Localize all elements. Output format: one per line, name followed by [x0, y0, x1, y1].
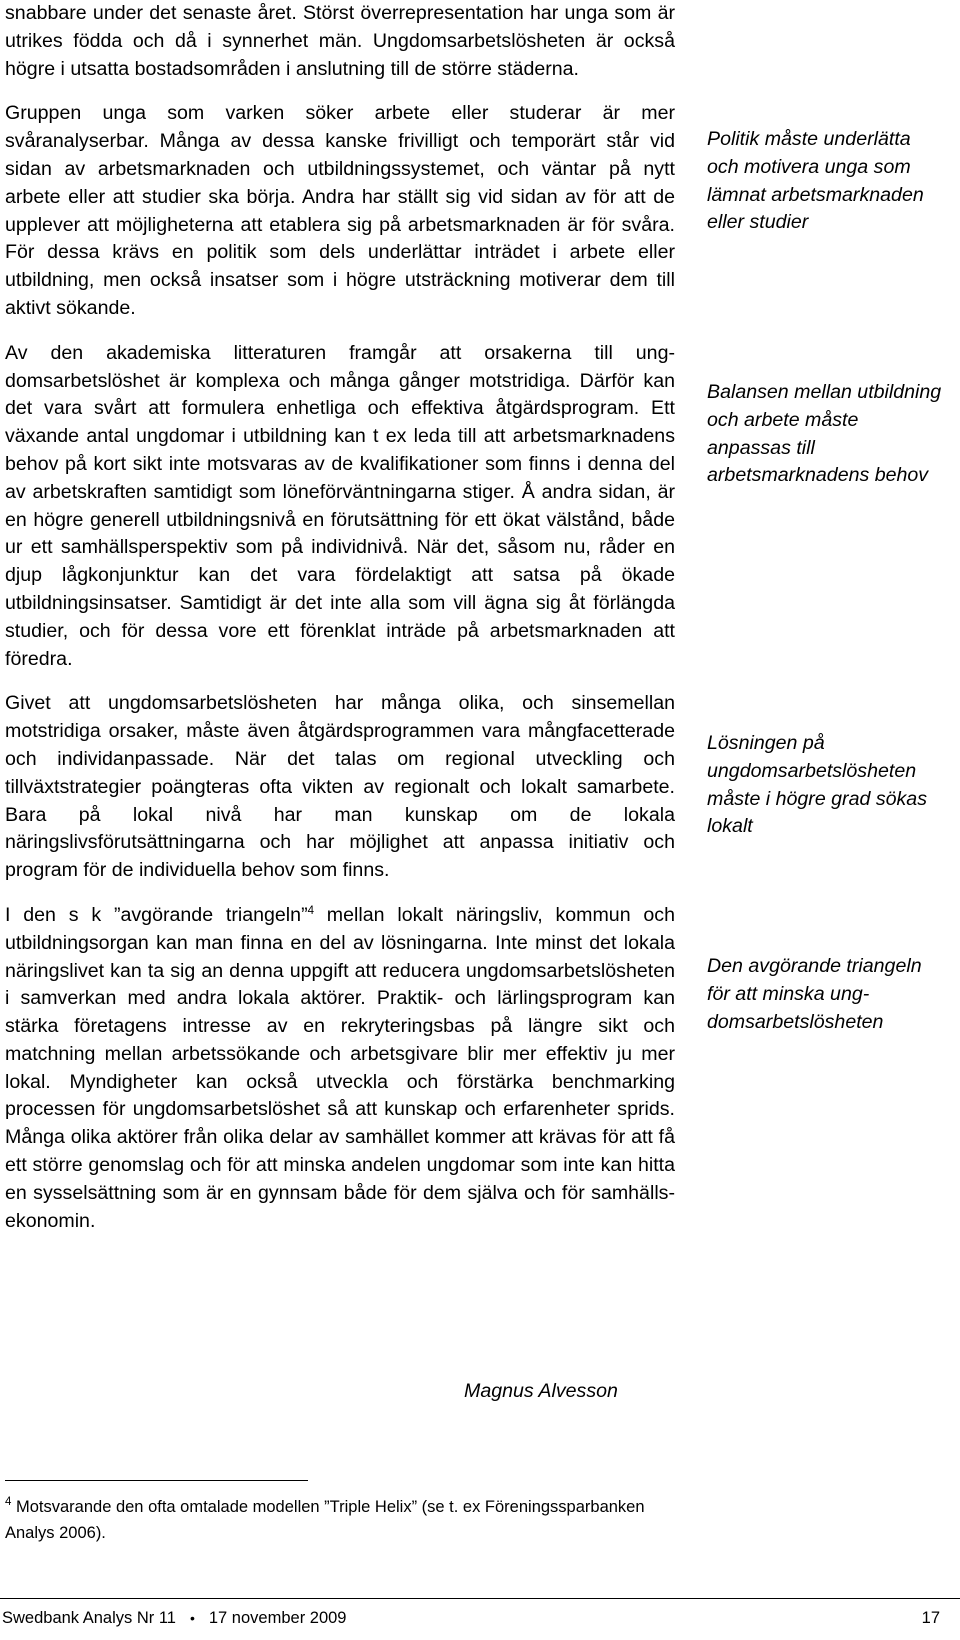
page-footer	[0, 1598, 960, 1640]
article-body	[5, 0, 675, 1252]
paragraph-local-cooperation: Givet att ungdomsarbetslösheten har många olika, och sinsemellan motstridiga orsaker, måste även åtgärdsprogrammen vara mångfacetterade och individanpassade. När det talas om regional utveckling och tillväxtstrategier poängteras ofta vikten av regionalt och lokalt samarbete. Bara på lokal nivå har man kunskap om de lokala näringslivsförutsättningarna och har möjlighet att anpassa initiativ och program för de individuella behov som finns.	[5, 692, 675, 882]
footer-info	[2, 1608, 346, 1628]
footnote	[5, 1494, 675, 1546]
paragraph-text-start: I den s k ”avgörande triangeln”	[5, 903, 308, 926]
sidenote-triangle: Den avgörande triangeln för att minska ungdomsarbetslösheten	[707, 955, 922, 1033]
sidenote-local-solution: Lösningen på ungdomsarbetslösheten måste i högre grad sökas lokalt	[707, 732, 927, 838]
footnote-divider	[5, 1480, 308, 1481]
author-name: Magnus Alvesson	[464, 1380, 618, 1402]
sidenote-politics: Politik måste underlätta och motivera unga som lämnat arbetsmarknaden eller studier	[707, 128, 924, 234]
bullet-icon: •	[189, 1610, 195, 1626]
page-number: 17	[921, 1609, 940, 1627]
paragraph-text-rest: mellan lokalt näringsliv, kommun och utbildningsorgan kan man finna en del av lösningarna. Inte minst det lokala näringslivet kan ta sig an denna uppgift att reducera ungdomsarbetslösheten i samverkan med andra lokala aktörer. Praktik- och lärlingsprogram kan stärka företagens intresse av en rekryteringsbas på längre sikt och matchning mellan arbetssökande och arbetsgivare blir mer effektiv ju mer lokal. Myndigheter kan också utveckla och förstärka benchmarking processen för ungdomsarbetslöshet så att kunskap och erfarenheter sprids. Många olika aktörer från olika delar av samhället kommer att krävas för att få ett större genomslag och för att minska andelen ungdomar som inte kan hitta en sysselsättning som är en gynnsam både för dem själva och för samhällsekonomin.	[5, 903, 675, 1232]
footer-publication: Swedbank Analys Nr 11	[2, 1609, 176, 1627]
sidenote-balance: Balansen mellan utbildning och arbete måste anpassas till arbetsmarknadens behov	[707, 381, 942, 487]
paragraph-intro: snabbare under det senaste året. Störst överrepresentation har unga som är utrikes födda och då i synnerhet män. Ungdomsarbetslösheten är också högre i utsatta bostadsområden i anslutning till de större städerna.	[5, 2, 675, 80]
footnote-number: 4	[5, 1496, 12, 1508]
paragraph-academic-literature: Av den akademiska litteraturen framgår att orsakerna till ungdomsarbetslöshet är komplexa och många gånger motstridiga. Därför kan det vara svårt att formulera enhetliga och effektiva åtgärdsprogram. Ett växande antal ungdomar i utbildning kan t ex leda till att arbetsmarknadens behov på kort sikt inte motsvaras av de kvalifikationer som finns i denna del av arbetskraften samtidigt som löneförväntningarna stiger. Å andra sidan, är en högre generell utbildningsnivå en förutsättning för ett ökat välstånd, både ur ett samhällsperspektiv som på individnivå. När det, såsom nu, råder en djup lågkonjunktur kan det vara fördelaktigt att satsa på ökade utbildningsinsatser. Samtidigt är det inte alla som vill ägna sig åt förlängda studier, och för dessa vore ett förenklat inträde på arbetsmarknaden att föredra.	[5, 341, 675, 670]
footnote-reference[interactable]: 4	[307, 904, 314, 917]
footer-date: 17 november 2009	[208, 1609, 347, 1627]
footer-divider	[0, 1598, 960, 1599]
paragraph-inactive-youth: Gruppen unga som varken söker arbete eller studerar är mer svåranalyserbar. Många av dessa kanske frivilligt och temporärt står vid sidan av arbetsmarknaden och utbildningssystemet, och väntar på nytt arbete eller att studier ska börja. Andra har ställt sig vid sidan av för att de upplever att möjligheterna att etablera sig på arbetsmarknaden är för svåra. För dessa krävs en politik som dels underlättar inträdet i arbete eller utbildning, men också insatser som i högre utsträckning motiverar dem till aktivt sökande.	[5, 102, 675, 319]
paragraph-decisive-triangle	[5, 902, 675, 1236]
footnote-text: Motsvarande den ofta omtalade modellen ”Triple Helix” (se t. ex Föreningssparbanken Analys 2006).	[5, 1498, 645, 1542]
